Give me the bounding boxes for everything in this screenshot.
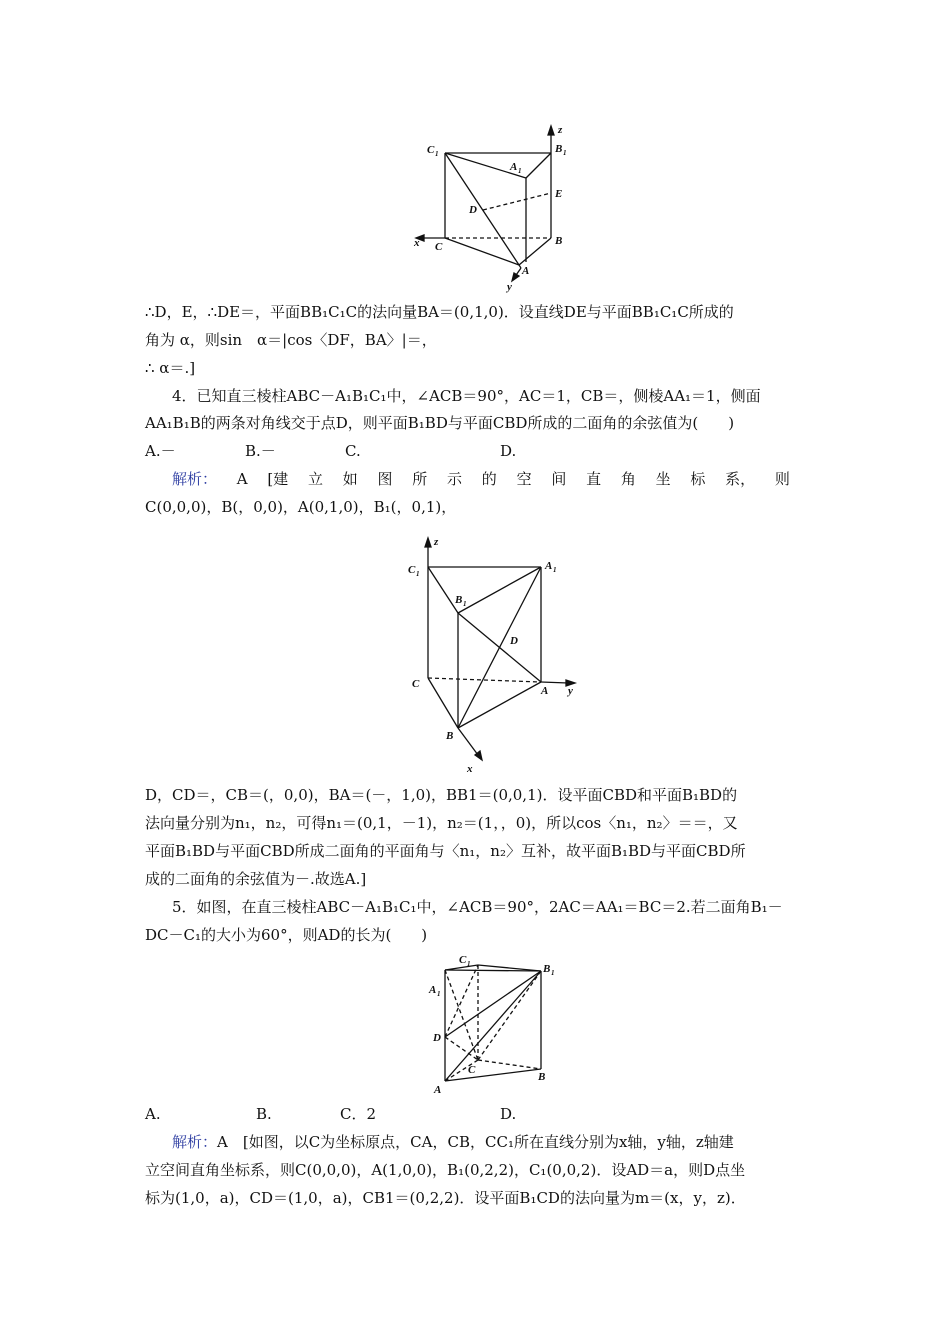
label-c: C [412, 678, 420, 690]
option-d: D. [500, 442, 517, 460]
text-line: D，CD＝，CB＝(，0,0)，BA＝(－，1,0)，BB1＝(0,0,1)．设平面CBD和平面B₁BD的 [145, 786, 738, 804]
option-b: B. [256, 1105, 272, 1123]
question-4: 4．已知直三棱柱ABC－A₁B₁C₁中，∠ACB＝90°，AC＝1，CB＝，侧棱AA₁＝1，侧面 [172, 387, 761, 405]
label-b1: B [555, 143, 563, 155]
text-line: 角为 α，则sin α＝|cos〈DF，BA〉|＝， [145, 331, 437, 349]
solution-label: 解析： [172, 1133, 218, 1151]
question-5-options [145, 1104, 516, 1124]
svg-text:1: 1 [553, 566, 557, 574]
text-line: 标为(1,0，a)，CD＝(1,0，a)，CB1＝(0,2,2)．设平面B₁CD的法向量为m＝(x，y，z)． [145, 1189, 746, 1207]
svg-text:1: 1 [416, 570, 420, 578]
svg-text:1: 1 [518, 167, 522, 175]
solution-4-header: 解析： A [建 立 如 图 所 示 的 空 间 直 角 坐 标 系， 则 [172, 470, 790, 488]
label-b: B [446, 730, 454, 742]
solution-5-line: 解析：A [如图，以C为坐标原点，CA，CB，CC₁所在直线分别为x轴，y轴，z轴建 [172, 1133, 734, 1151]
label-b: B [538, 1071, 546, 1083]
figure-prism-1 [410, 120, 580, 295]
label-z: z [558, 124, 563, 136]
question-4-options [145, 441, 516, 461]
option-d: D. [500, 1105, 517, 1123]
label-y: y [507, 281, 512, 293]
label-z: z [434, 536, 439, 548]
svg-text:1: 1 [551, 969, 555, 977]
label-c1: C [427, 144, 435, 156]
label-a1: A [545, 560, 553, 572]
solution-label: 解析： [172, 470, 218, 488]
option-b: B.－ [245, 442, 276, 460]
question-5: 5．如图，在直三棱柱ABC－A₁B₁C₁中，∠ACB＝90°，2AC＝AA₁＝BC＝2.若二面角B₁－ [172, 898, 783, 916]
option-a: A.－ [145, 442, 176, 460]
label-b: B [555, 235, 563, 247]
svg-text:1: 1 [467, 960, 471, 968]
question-5-cont: DC－C₁的大小为60°，则AD的长为( ) [145, 926, 428, 944]
label-c1: C [459, 954, 467, 966]
label-d: D [510, 635, 518, 647]
text-line: ∴D，E，∴DE＝，平面BB₁C₁C的法向量BA＝(0,1,0)．设直线DE与平面BB₁C₁C所成的 [145, 303, 734, 321]
label-c: C [435, 241, 443, 253]
label-x: x [467, 763, 473, 775]
label-a: A [541, 685, 549, 697]
svg-text:1: 1 [437, 990, 441, 998]
figure-prism-3 [425, 948, 570, 1098]
label-b1: B [455, 594, 463, 606]
text-line: C(0,0,0)，B(，0,0)，A(0,1,0)，B₁(，0,1)， [145, 498, 457, 516]
label-a1: A [510, 161, 518, 173]
option-a: A. [145, 1105, 161, 1123]
text-line: 成的二面角的余弦值为－.故选A.] [145, 870, 367, 888]
question-4-cont: AA₁B₁B的两条对角线交于点D，则平面B₁BD与平面CBD所成的二面角的余弦值为( ) [145, 414, 735, 432]
label-a: A [434, 1084, 442, 1096]
text-line: 法向量分别为n₁，n₂，可得n₁＝(0,1，－1)，n₂＝(1，，0)，所以cos〈n₁，n₂〉＝＝，又 [145, 814, 738, 832]
text-line: 立空间直角坐标系，则C(0,0,0)，A(1,0,0)，B₁(0,2,2)，C₁(0,0,2)．设AD＝a，则D点坐 [145, 1161, 746, 1179]
label-d: D [433, 1032, 441, 1044]
svg-text:1: 1 [435, 150, 439, 158]
label-c: C [468, 1064, 476, 1076]
text-line: 平面B₁BD与平面CBD所成二面角的平面角与〈n₁，n₂〉互补，故平面B₁BD与平面CBD所 [145, 842, 746, 860]
text-line: ∴ α＝.] [145, 359, 196, 377]
label-b1: B [543, 963, 551, 975]
label-y: y [568, 685, 573, 697]
option-c: C．2 [340, 1105, 377, 1123]
label-d: D [469, 204, 477, 216]
label-c1: C [408, 564, 416, 576]
label-e: E [555, 188, 563, 200]
svg-text:1: 1 [463, 600, 467, 608]
label-x: x [414, 237, 420, 249]
option-c: C. [345, 442, 361, 460]
label-a1: A [429, 984, 437, 996]
label-a: A [522, 265, 530, 277]
figure-prism-2 [405, 532, 590, 777]
svg-text:1: 1 [563, 149, 567, 157]
